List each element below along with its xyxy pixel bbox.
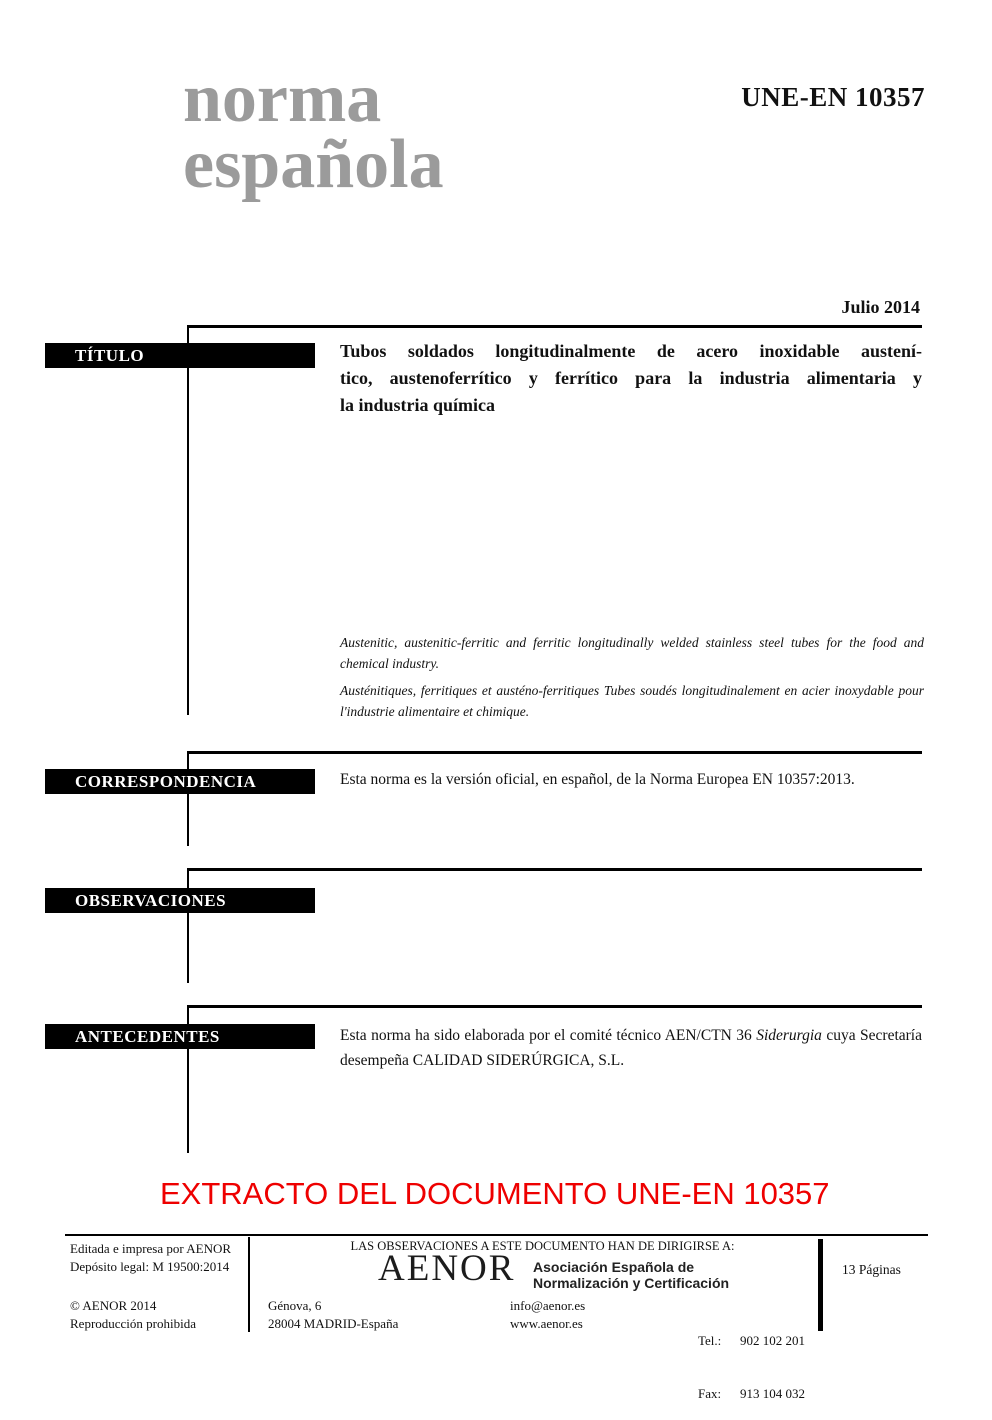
correspondencia-label-box (45, 769, 315, 794)
footer-tel-label: Tel.: (698, 1333, 722, 1348)
aenor-logo: AENOR (378, 1248, 516, 1289)
footer-observations-notice: LAS OBSERVACIONES A ESTE DOCUMENTO HAN DE DIRIGIRSE A: (350, 1239, 735, 1253)
footer-fax-label: Fax: (698, 1385, 722, 1401)
footer-left-divider (248, 1237, 250, 1332)
correspondencia-section-top-rule (188, 751, 922, 754)
titulo-section-top-rule (188, 325, 922, 328)
antecedentes-body-end: cuya Secretaría desempeña CALIDAD SIDERÚRGICA, S.L. (340, 1027, 922, 1069)
logo-line-espanola: española (183, 126, 444, 203)
footer-email: info@aenor.es (510, 1298, 586, 1313)
footer-published-by: Editada e impresa por AENOR (70, 1241, 232, 1256)
footer-address-city: 28004 MADRID-España (268, 1315, 399, 1331)
antecedentes-section-top-rule (188, 1005, 922, 1008)
footer-top-rule (65, 1234, 928, 1236)
footer-publisher-block (70, 1240, 231, 1275)
observaciones-section-vertical-rule (187, 868, 189, 983)
page-count: 13 Páginas (842, 1262, 901, 1277)
observaciones-label-box (45, 888, 315, 913)
antecedentes-label: ANTECEDENTES (75, 1027, 220, 1046)
aenor-tagline-line2: Normalización y Certificación (533, 1275, 730, 1291)
footer-legal-deposit: Depósito legal: M 19500:2014 (70, 1258, 230, 1274)
titulo-label-box (45, 343, 315, 368)
title-text-line1: Tubos soldados longitudinalmente de acero inoxidable austení- (340, 341, 922, 361)
footer-online-block (510, 1297, 585, 1332)
footer-website: www.aenor.es (510, 1315, 583, 1331)
footer-fax-value: 913 104 032 (740, 1385, 805, 1401)
observaciones-label: OBSERVACIONES (75, 891, 227, 910)
footer-telephone-row (698, 1332, 805, 1350)
antecedentes-body-committee-name: Siderurgia (756, 1027, 822, 1044)
antecedentes-body (340, 1023, 922, 1073)
observaciones-section-top-rule (188, 868, 922, 871)
title-text-line3: la industria química (340, 395, 496, 415)
correspondencia-section-vertical-rule (187, 751, 189, 846)
footer-reproduction-notice: Reproducción prohibida (70, 1315, 196, 1331)
footer-address-block (268, 1297, 398, 1332)
standard-code: UNE-EN 10357 (741, 82, 925, 112)
logo-line-norma: norma (183, 60, 382, 137)
title-text-line2: tico, austenoferrítico y ferrítico para la industria alimentaria y (340, 368, 922, 388)
extract-banner: EXTRACTO DEL DOCUMENTO UNE-EN 10357 (160, 1176, 830, 1211)
antecedentes-body-start: Esta norma ha sido elaborada por el comité técnico AEN/CTN 36 (340, 1027, 757, 1044)
titulo-label: TÍTULO (75, 346, 145, 365)
title-text (340, 338, 922, 419)
titulo-section-vertical-rule (187, 325, 189, 715)
footer-fax-row (698, 1385, 805, 1403)
footer-phone-block (698, 1297, 805, 1420)
antecedentes-label-box (45, 1024, 315, 1049)
correspondencia-label: CORRESPONDENCIA (75, 772, 257, 791)
aenor-tagline-line1: Asociación Española de (533, 1259, 695, 1275)
title-translation-french: Austénitiques, ferritiques et austéno-ferritiques Tubes soudés longitudinalement en acier inoxydable pour l'industrie alimentaire et chimique. (340, 683, 924, 719)
correspondencia-body: Esta norma es la versión oficial, en español, de la Norma Europea EN 10357:2013. (340, 771, 855, 788)
footer-tel-value: 902 102 201 (740, 1333, 805, 1348)
publisher-logo-norma-espanola (183, 60, 444, 203)
aenor-tagline (533, 1259, 729, 1291)
issue-date: Julio 2014 (841, 297, 920, 317)
footer-copyright-block (70, 1297, 196, 1332)
title-translation-english: Austenitic, austenitic-ferritic and ferritic longitudinally welded stainless steel tubes for the food and chemical industry. (340, 635, 924, 671)
footer-address-street: Génova, 6 (268, 1298, 322, 1313)
footer-copyright: © AENOR 2014 (70, 1298, 157, 1313)
